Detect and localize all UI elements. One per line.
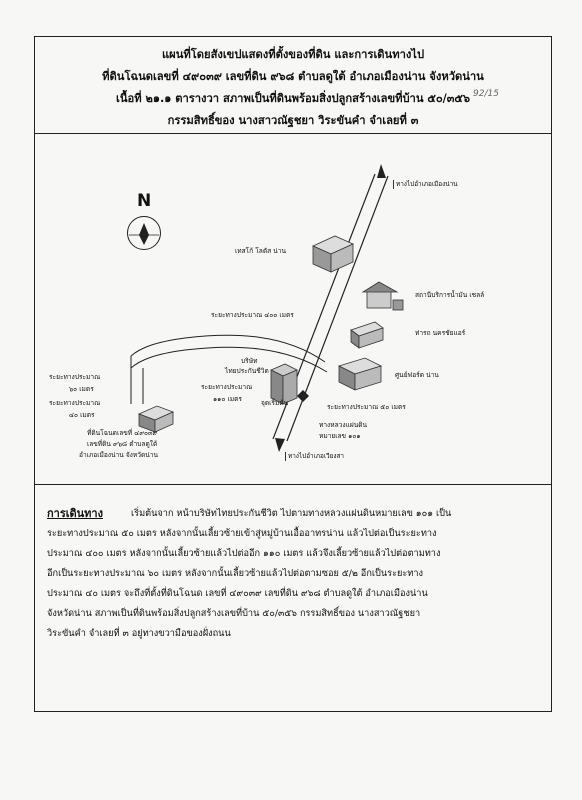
arrow-north-icon <box>377 164 386 178</box>
start-label: จุดเริ่มต้น <box>261 399 289 407</box>
ford-center-icon <box>339 358 381 390</box>
gas-station-icon <box>363 282 403 310</box>
route-line-1: เริ่มต้นจาก หน้าบริษัทไทยประกันชีวิต ไปตามทางหลวงแผ่นดินหมายเลข ๑๐๑ เป็น <box>131 508 452 519</box>
direction-bottom-label: ทางไปอำเภอเวียงสา <box>285 452 344 461</box>
route-line-7: วิระขันคำ จำเลยที่ ๓ อยู่ทางขวามือของฝั่งถนน <box>47 628 231 639</box>
distance-60-label-1: ระยะทางประมาณ <box>49 373 101 381</box>
title-line-3: เนื้อที่ ๒๑.๑ ตารางวา สภาพเป็นที่ดินพร้อมสิ่งปลูกสร้างเลขที่บ้าน ๕๐/๓๕๖ <box>116 92 470 105</box>
location-map <box>35 134 551 484</box>
highway-label-2: หมายเลข ๑๐๑ <box>319 432 361 440</box>
company-label-2: ไทยประกันชีวิต <box>225 367 269 375</box>
direction-top-label: ทางไปอำเภอเมืองน่าน <box>393 180 458 189</box>
route-line-3: ประมาณ ๔๐๐ เมตร หลังจากนั้นเลี้ยวซ้ายแล้วไปต่ออีก ๑๑๐ เมตร แล้วจึงเลี้ยวซ้ายแล้วไปต่อตามทาง <box>47 548 441 559</box>
document-frame <box>34 36 552 712</box>
section-divider <box>35 484 551 485</box>
arrow-south-icon <box>275 438 285 452</box>
route-heading: การเดินทาง <box>47 507 103 520</box>
shell-label: สถานีบริการน้ำมัน เชลล์ <box>415 291 485 299</box>
distance-400-label: ระยะทางประมาณ ๔๐๐ เมตร <box>211 311 294 319</box>
distance-50-label: ระยะทางประมาณ ๕๐ เมตร <box>327 403 406 411</box>
soi-road-upper <box>131 335 325 362</box>
route-line-6: จังหวัดน่าน สภาพเป็นที่ดินพร้อมสิ่งปลูกสร้างเลขที่บ้าน ๕๐/๓๕๖ กรรมสิทธิ์ของ นางสาวณัฐชยา <box>47 608 421 619</box>
distance-110-label-1: ระยะทางประมาณ <box>201 383 253 391</box>
highway-label-1: ทางหลวงแผ่นดิน <box>319 421 367 429</box>
compass-north-label: N <box>137 191 152 211</box>
document-header <box>35 37 551 134</box>
parcel-label-1: ที่ดินโฉนดเลขที่ ๔๙๐๓๙ <box>87 429 158 437</box>
company-label-1: บริษัท <box>241 357 258 365</box>
distance-110-label-2: ๑๑๐ เมตร <box>213 395 242 403</box>
bus-label: ท่ารถ นครชัยแอร์ <box>415 329 466 337</box>
distance-60-label-2: ๖๐ เมตร <box>69 385 94 393</box>
start-point-icon <box>297 390 309 402</box>
title-line-4: กรรมสิทธิ์ของ นางสาวณัฐชยา วิระขันคำ จำเลยที่ ๓ <box>167 114 419 127</box>
distance-40-label-2: ๔๐ เมตร <box>69 411 95 419</box>
route-line-5: ประมาณ ๔๐ เมตร จะถึงที่ตั้งที่ดินโฉนด เลขที่ ๔๙๐๓๙ เลขที่ดิน ๙๖๘ ตำบลดูใต้ อำเภอเมืองน่าน <box>47 588 428 599</box>
route-line-4: อีกเป็นระยะทางประมาณ ๖๐ เมตร หลังจากนั้นเลี้ยวซ้ายแล้วไปต่อตามซอย ๕/๒ อีกเป็นระยะทาง <box>47 568 424 579</box>
bus-icon <box>351 322 383 348</box>
compass-ring <box>127 216 161 250</box>
title-line-2: ที่ดินโฉนดเลขที่ ๔๙๐๓๙ เลขที่ดิน ๙๖๘ ตำบลดูใต้ อำเภอเมืองน่าน จังหวัดน่าน <box>102 70 484 83</box>
ford-label: ศูนย์ฟอร์ด น่าน <box>395 371 439 379</box>
route-line-2: ระยะทางประมาณ ๕๐ เมตร หลังจากนั้นเลี้ยวซ้ายเข้าสู่หมู่บ้านเอื้ออาทรน่าน แล้วไปต่อเป็นระยะทาง <box>47 528 437 539</box>
parcel-label-3: อำเภอเมืองน่าน จังหวัดน่าน <box>79 451 158 459</box>
title-line-1: แผนที่โดยสังเขปแสดงที่ตั้งของที่ดิน และการเดินทางไป <box>161 48 425 61</box>
parcel-label-2: เลขที่ดิน ๙๖๘ ตำบลดูใต้ <box>87 440 158 448</box>
distance-40-label-1: ระยะทางประมาณ <box>49 399 101 407</box>
tesco-label: เทสโก้ โลตัส น่าน <box>235 247 286 255</box>
handwritten-note: 92/15 <box>473 89 499 99</box>
tesco-building-icon <box>313 236 353 272</box>
